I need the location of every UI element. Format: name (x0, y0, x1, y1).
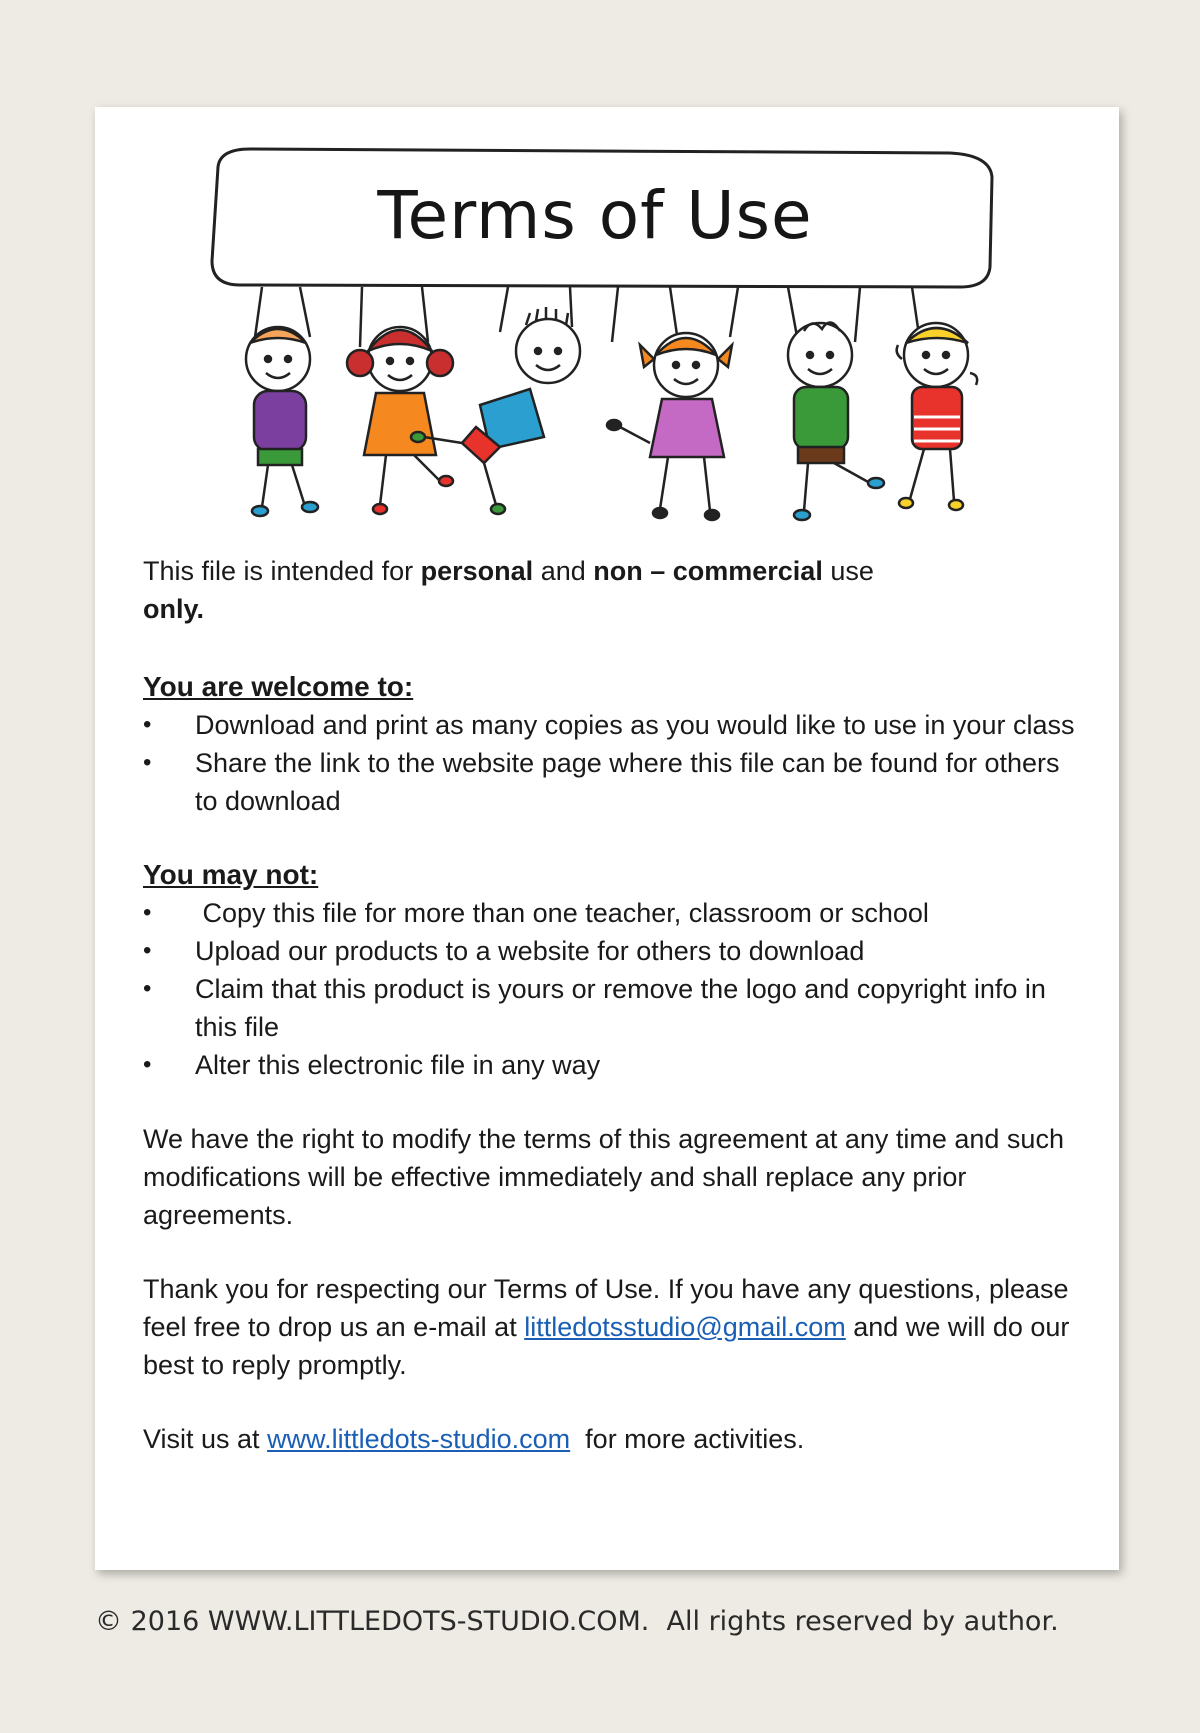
intro-noncommercial: non – commercial (593, 556, 823, 586)
website-link[interactable]: www.littledots-studio.com (267, 1424, 571, 1454)
email-link[interactable]: littledotsstudio@gmail.com (524, 1312, 846, 1342)
list-item: • Copy this file for more than one teacher, classroom or school (143, 894, 1083, 932)
may-not-section (143, 856, 1083, 1084)
intro-personal: personal (420, 556, 534, 586)
intro-and: and (533, 556, 594, 586)
intro-only: only. (143, 594, 205, 624)
visit-text: Visit us at (143, 1424, 268, 1454)
kid-2 (347, 327, 453, 514)
list-item: • Download and print as many copies as you would like to use in your class (143, 706, 1083, 744)
may-not-list (143, 894, 1083, 1084)
kid-1 (246, 327, 318, 516)
visit-paragraph (143, 1420, 1083, 1458)
welcome-list (143, 706, 1083, 820)
list-item: • Alter this electronic file in any way (143, 1046, 1083, 1084)
intro-use: use (822, 556, 874, 586)
terms-content (143, 552, 1083, 1494)
welcome-heading: You are welcome to: (143, 671, 414, 702)
list-item: • Claim that this product is yours or remove the logo and copyright info in this file (143, 970, 1083, 1046)
copyright-footer: © 2016 WWW.LITTLEDOTS-STUDIO.COM. All rights reserved by author. (95, 1606, 1059, 1637)
thanks-text: Thank you for respecting our Terms of Use. If you have any questions, please feel free to drop us an e-mail at (143, 1274, 1069, 1342)
kid-4 (607, 333, 732, 520)
may-not-heading: You may not: (143, 859, 319, 890)
welcome-section (143, 668, 1083, 820)
visit-text-end: for more activities. (570, 1424, 805, 1454)
modify-paragraph: We have the right to modify the terms of this agreement at any time and such modifications will be effective immediately and shall replace any prior agreements. (143, 1124, 1064, 1230)
list-item: • Upload our products to a website for others to download (143, 932, 1083, 970)
page-title: Terms of Use (377, 177, 813, 254)
intro-text: This file is intended for (143, 556, 421, 586)
terms-sheet (95, 107, 1119, 1570)
thanks-paragraph (143, 1270, 1083, 1384)
kid-5 (788, 322, 884, 520)
intro-paragraph (143, 552, 1083, 628)
thanks-text-end: and we will do our best to reply promptly. (143, 1312, 1070, 1380)
kid-6 (897, 323, 977, 510)
kid-3 (411, 307, 580, 514)
list-item: • Share the link to the website page where this file can be found for others to download (143, 744, 1083, 820)
